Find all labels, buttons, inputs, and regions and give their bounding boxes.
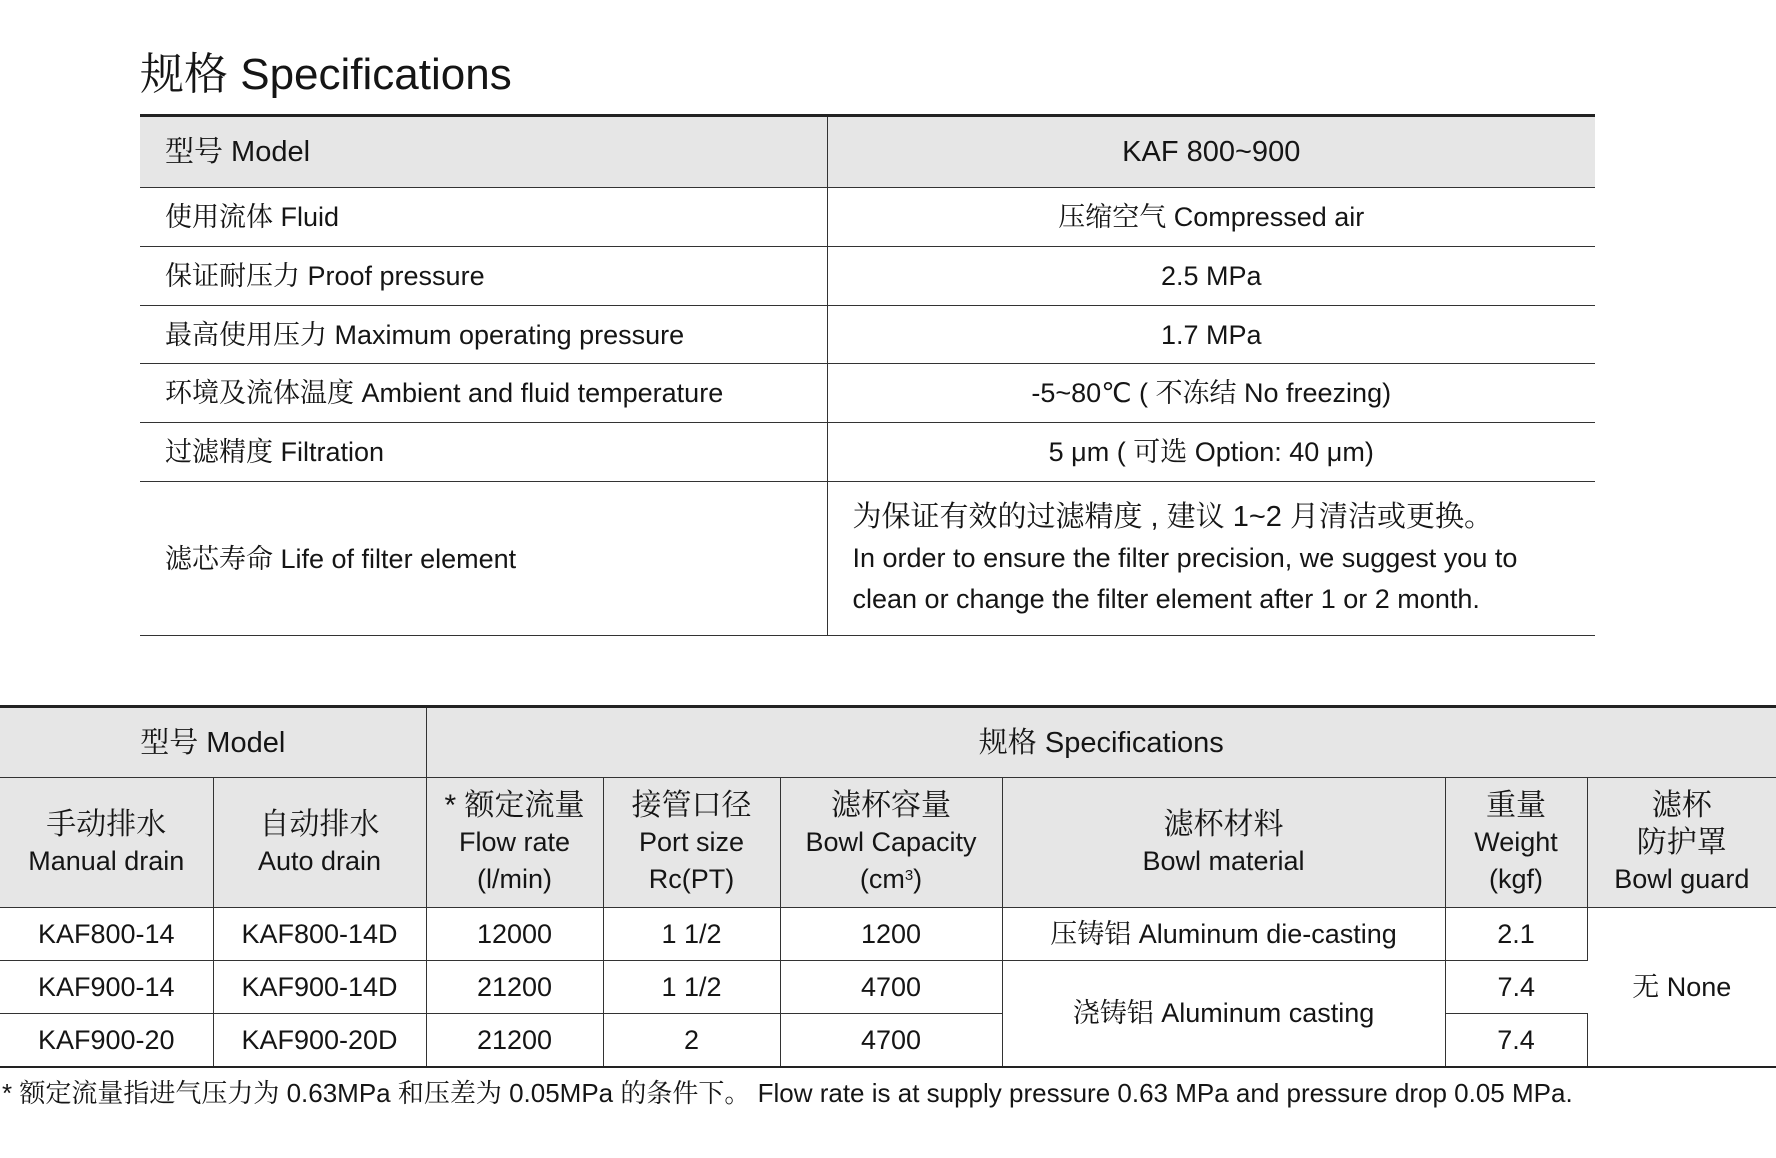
col-en: Bowl material: [1142, 845, 1305, 876]
unit-end: ): [913, 864, 923, 894]
cell-weight: 7.4: [1445, 1014, 1587, 1067]
col-unit: Rc(PT): [648, 864, 735, 894]
cell-capacity: 4700: [780, 961, 1002, 1014]
row-label: 滤芯寿命 Life of filter element: [140, 482, 827, 636]
row-label: 过滤精度 Filtration: [140, 423, 827, 482]
row-value: 5 μm ( 可选 Option: 40 μm): [827, 423, 1595, 482]
table-row: [0, 1014, 1776, 1067]
model-value: KAF 800~900: [827, 116, 1595, 188]
row-value: 2.5 MPa: [827, 247, 1595, 306]
col-cn: 滤杯材料: [1163, 807, 1284, 841]
row-value: 1.7 MPa: [827, 306, 1595, 364]
column-header-row: [0, 778, 1776, 908]
col-en: Flow rate: [458, 827, 571, 857]
cell-port: 2: [603, 1014, 780, 1067]
group-header-row: [0, 707, 1776, 778]
col-en: Port size: [638, 827, 745, 857]
life-text-cn: 为保证有效的过滤精度 , 建议 1~2 月清洁或更换。: [852, 501, 1493, 533]
col-en: Auto drain: [257, 845, 382, 876]
table-header-row: [140, 116, 1595, 188]
col-cn: * 额定流量: [444, 789, 585, 822]
col-weight: [1445, 778, 1587, 908]
col-unit: [781, 861, 1002, 898]
row-value: [827, 482, 1595, 636]
col-bowl-guard: [1587, 778, 1776, 908]
row-value: 压缩空气 Compressed air: [827, 188, 1595, 247]
life-text-en-1: In order to ensure the filter precision, we suggest you to: [852, 543, 1518, 573]
col-en: Bowl Capacity: [805, 827, 977, 857]
table-row: [0, 908, 1776, 961]
row-label: 使用流体 Fluid: [140, 188, 827, 247]
table-row: [140, 306, 1595, 364]
cell-manual: KAF900-14: [0, 961, 213, 1014]
col-bowl-material: [1002, 778, 1445, 908]
col-en: Weight: [1474, 827, 1558, 857]
model-table: [0, 705, 1776, 1068]
model-label: 型号 Model: [140, 116, 827, 188]
cell-flow: 21200: [426, 961, 603, 1014]
cell-weight: 2.1: [1445, 908, 1587, 961]
col-en: Manual drain: [28, 845, 185, 876]
cell-material: 压铸铝 Aluminum die-casting: [1002, 908, 1445, 961]
col-cn: 自动排水: [259, 807, 380, 841]
footnote: * 额定流量指进气压力为 0.63MPa 和压差为 0.05MPa 的条件下。 Flow rate is at supply pressure 0.63 MPa and pressure drop 0.05 MPa.: [2, 1078, 1573, 1108]
col-auto-drain: [213, 778, 426, 908]
specifications-table: [140, 114, 1595, 636]
col-manual-drain: [0, 778, 213, 908]
cell-weight: 7.4: [1445, 961, 1587, 1014]
cell-flow: 12000: [426, 908, 603, 961]
col-cn: 手动排水: [46, 807, 167, 841]
cell-port: 1 1/2: [603, 908, 780, 961]
table-row: [140, 188, 1595, 247]
cell-capacity: 1200: [780, 908, 1002, 961]
col-unit: (kgf): [1489, 864, 1544, 894]
cell-material: 浇铸铝 Aluminum casting: [1002, 961, 1445, 1067]
row-label: 保证耐压力 Proof pressure: [140, 247, 827, 306]
page-title: 规格 Specifications: [140, 50, 512, 99]
col-port-size: [603, 778, 780, 908]
cell-auto: KAF900-20D: [213, 1014, 426, 1067]
col-flow-rate: [426, 778, 603, 908]
cell-manual: KAF800-14: [0, 908, 213, 961]
row-value: -5~80℃ ( 不冻结 No freezing): [827, 364, 1595, 423]
table-row: [140, 364, 1595, 423]
table-row: [140, 247, 1595, 306]
col-cn: 重量: [1486, 789, 1547, 822]
cell-auto: KAF900-14D: [213, 961, 426, 1014]
row-label: 最高使用压力 Maximum operating pressure: [140, 306, 827, 364]
col-en: Bowl guard: [1614, 864, 1750, 894]
table-row: [0, 961, 1776, 1014]
specs-group-header: 规格 Specifications: [426, 707, 1776, 778]
col-cn: 防护罩: [1636, 826, 1727, 859]
col-cn: 滤杯容量: [831, 789, 952, 822]
col-unit: (l/min): [477, 864, 553, 894]
cell-auto: KAF800-14D: [213, 908, 426, 961]
cell-flow: 21200: [426, 1014, 603, 1067]
table-row: [140, 423, 1595, 482]
cell-manual: KAF900-20: [0, 1014, 213, 1067]
cell-bowl-guard: 无 None: [1587, 908, 1776, 1067]
model-group-header: 型号 Model: [0, 707, 426, 778]
col-cn: 滤杯: [1651, 789, 1712, 822]
cell-capacity: 4700: [780, 1014, 1002, 1067]
unit-sup: 3: [904, 867, 914, 884]
cell-port: 1 1/2: [603, 961, 780, 1014]
unit-text: (cm: [859, 864, 905, 894]
table-row: [140, 482, 1595, 636]
col-cn: 接管口径: [631, 789, 752, 822]
life-text-en-2: clean or change the filter element after 1 or 2 month.: [852, 584, 1480, 614]
col-bowl-capacity: [780, 778, 1002, 908]
row-label: 环境及流体温度 Ambient and fluid temperature: [140, 364, 827, 423]
